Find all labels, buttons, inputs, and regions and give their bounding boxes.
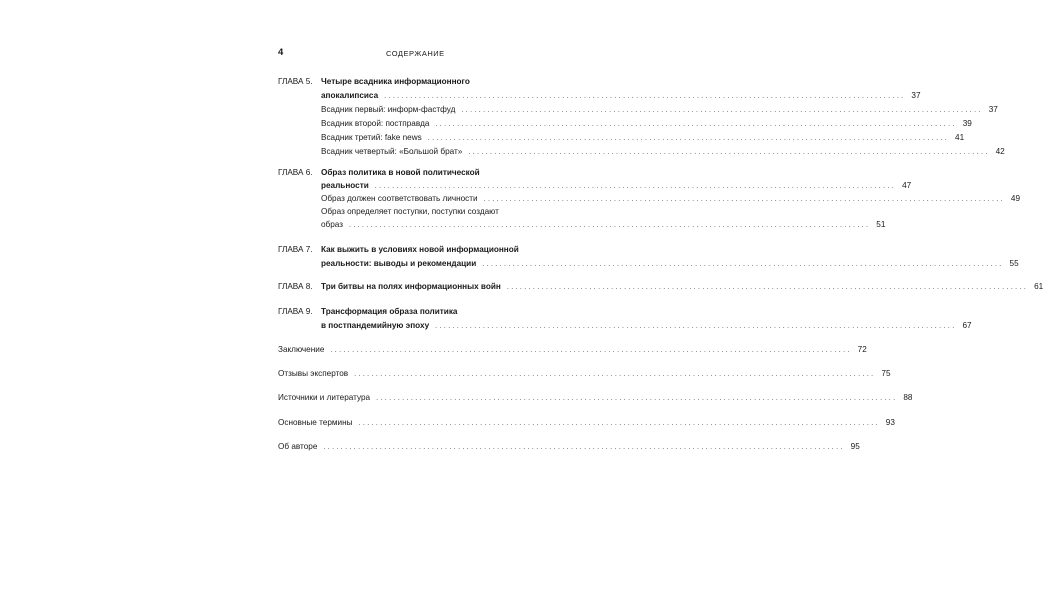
toc-entry-line xyxy=(278,392,913,404)
toc-entry-line xyxy=(321,90,921,102)
subentry-title: Всадник четвертый: «Большой брат» xyxy=(321,146,465,158)
subentry-title-line1: Образ определяет поступки, поступки создают xyxy=(321,207,499,216)
page-ref: 72 xyxy=(857,345,867,354)
page-ref: 67 xyxy=(962,321,972,330)
chapter-title-line1: Трансформация образа политика xyxy=(321,307,458,316)
chapter-title-line2: в постпандемийную эпоху xyxy=(321,320,432,332)
toc-entry-line xyxy=(321,258,1019,270)
page-ref: 47 xyxy=(902,181,912,190)
chapter-label: ГЛАВА 5. xyxy=(278,77,313,86)
leader-dots: ........................................................................................................................ xyxy=(354,371,876,378)
toc-entry-line xyxy=(321,320,972,332)
leader-dots: ........................................................................................................................ xyxy=(468,149,990,156)
chapter-label: ГЛАВА 6. xyxy=(278,168,313,177)
subentry-title: Всадник первый: информ-фастфуд xyxy=(321,104,458,116)
toc-subentry xyxy=(321,193,1020,205)
leader-dots: ........................................................................................................................ xyxy=(435,323,957,330)
chapter-title: Три битвы на полях информационных войн xyxy=(321,281,504,293)
subentry-title: Всадник третий: fake news xyxy=(321,132,425,144)
page-ref: 61 xyxy=(1034,282,1043,291)
toc-entry-line xyxy=(278,344,867,356)
chapter-label: ГЛАВА 8. xyxy=(278,282,313,291)
subentry-title: Образ должен соответствовать личности xyxy=(321,193,481,205)
page-ref: 95 xyxy=(850,442,860,451)
leader-dots: ........................................................................................................................ xyxy=(483,196,1005,203)
page-ref: 37 xyxy=(911,91,921,100)
page-ref: 37 xyxy=(988,105,998,114)
entry-title: Основные термины xyxy=(278,417,356,429)
page-ref: 55 xyxy=(1009,259,1019,268)
toc-entry-line xyxy=(321,180,912,192)
leader-dots: ........................................................................................................................ xyxy=(349,222,871,229)
chapter-title-line2: реальности xyxy=(321,180,372,192)
toc-entry-line xyxy=(278,417,895,429)
page-ref: 88 xyxy=(903,393,913,402)
toc-entry-line xyxy=(278,441,860,453)
leader-dots: ........................................................................................................................ xyxy=(358,420,880,427)
toc-subentry xyxy=(321,219,886,231)
leader-dots: ........................................................................................................................ xyxy=(330,347,852,354)
toc-subentry xyxy=(321,118,972,130)
page-ref: 51 xyxy=(876,220,886,229)
entry-title: Источники и литература xyxy=(278,392,373,404)
leader-dots: ........................................................................................................................ xyxy=(427,135,950,142)
page-ref: 93 xyxy=(885,418,895,427)
subentry-title-line2: образ xyxy=(321,219,346,231)
page-ref: 42 xyxy=(995,147,1005,156)
chapter-title-line2: апокалипсиса xyxy=(321,90,381,102)
leader-dots: ........................................................................................................................ xyxy=(482,261,1004,268)
leader-dots: ........................................................................................................................ xyxy=(323,444,845,451)
page-ref: 39 xyxy=(962,119,972,128)
leader-dots: ........................................................................................................................ xyxy=(384,93,906,100)
leader-dots: ........................................................................................................................ xyxy=(435,121,957,128)
toc-entry-line xyxy=(278,368,891,380)
page-ref: 41 xyxy=(955,133,965,142)
running-head: СОДЕРЖАНИЕ xyxy=(386,49,445,58)
entry-title: Об авторе xyxy=(278,441,320,453)
toc-subentry xyxy=(321,104,998,116)
chapter-title-line1: Как выжить в условиях новой информационной xyxy=(321,245,519,254)
chapter-title-line2: реальности: выводы и рекомендации xyxy=(321,258,479,270)
page-ref: 75 xyxy=(881,369,891,378)
toc-subentry xyxy=(321,132,965,144)
leader-dots: ........................................................................................................................ xyxy=(506,284,1029,291)
page-ref: 49 xyxy=(1010,194,1020,203)
leader-dots: ........................................................................................................................ xyxy=(376,395,898,402)
chapter-title-line1: Образ политика в новой политической xyxy=(321,168,480,177)
chapter-label: ГЛАВА 9. xyxy=(278,307,313,316)
leader-dots: ........................................................................................................................ xyxy=(374,183,897,190)
toc-entry-line xyxy=(321,281,1043,293)
page-number: 4 xyxy=(278,47,284,58)
chapter-label: ГЛАВА 7. xyxy=(278,245,313,254)
leader-dots: ........................................................................................................................ xyxy=(461,107,983,114)
subentry-title: Всадник второй: постправда xyxy=(321,118,432,130)
chapter-title-line1: Четыре всадника информационного xyxy=(321,77,470,86)
entry-title: Заключение xyxy=(278,344,327,356)
entry-title: Отзывы экспертов xyxy=(278,368,351,380)
toc-subentry xyxy=(321,146,1005,158)
